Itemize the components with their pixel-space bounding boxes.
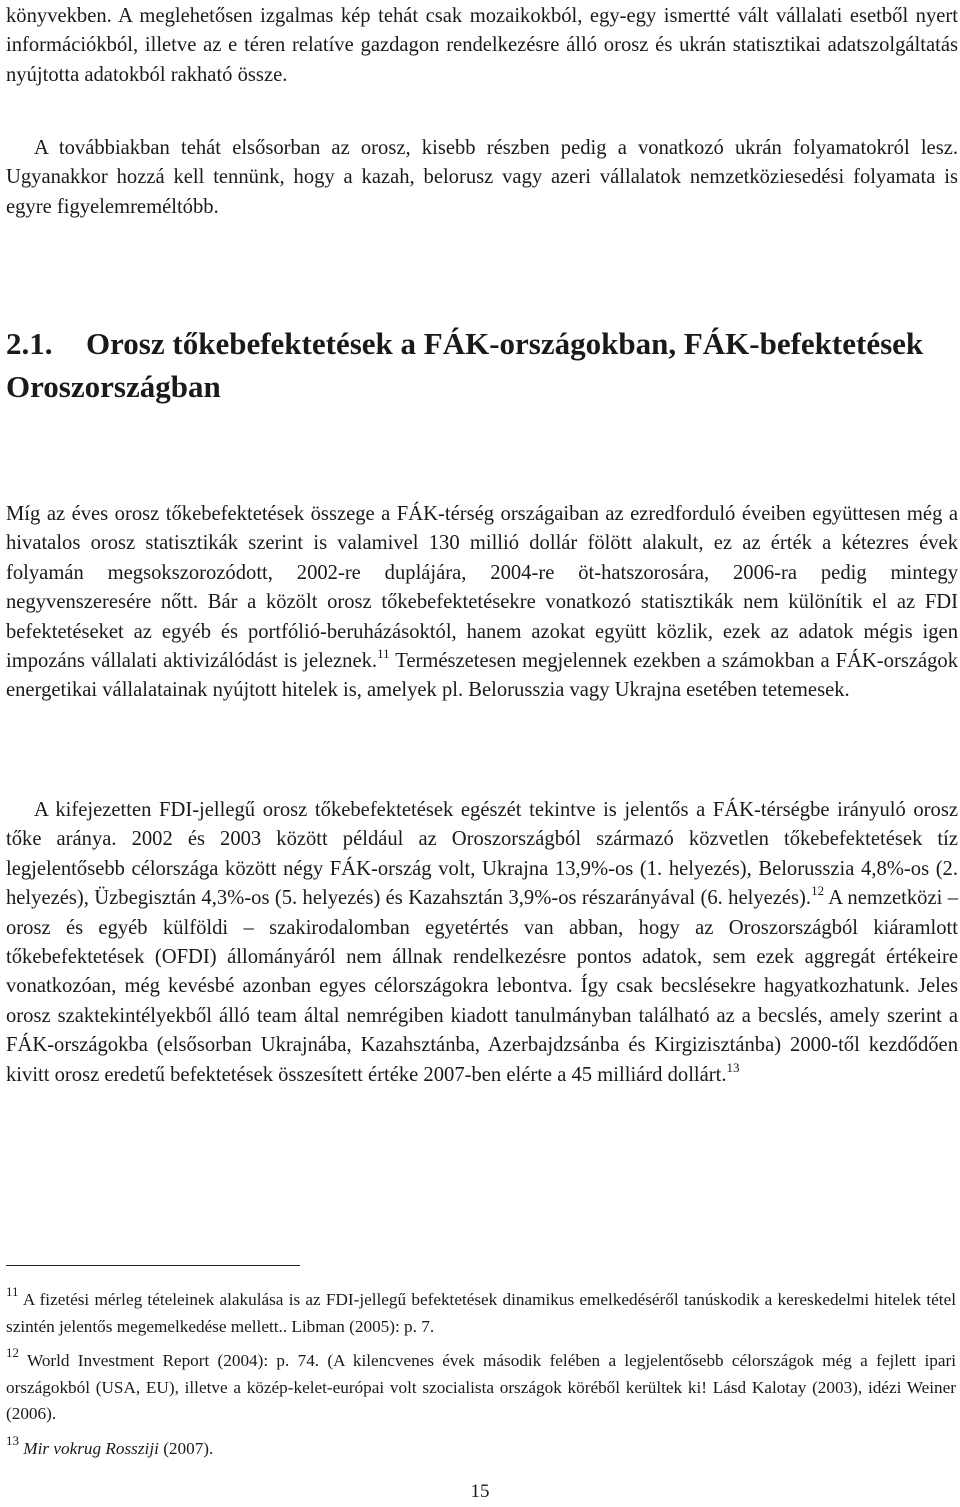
footnote-number: 13 (6, 1433, 19, 1448)
second-paragraph (6, 134, 958, 222)
section-heading (6, 322, 958, 408)
footnote-text: A fizetési mérleg tételeinek alakulása is az FDI-jellegű befektetések dinamikus emelkedéséről tanúskodik a kereskedelmi hitelek tétel szintén jelentős megemelkedése mellett.. Libman (2005): p. 7. (6, 1290, 956, 1336)
footnote-text: (2007). (158, 1439, 214, 1458)
footnote-ref-12[interactable]: 12 (811, 883, 825, 899)
footnote-number: 11 (6, 1284, 19, 1299)
footnote-number: 12 (6, 1345, 19, 1360)
footnote-source-title: Mir vokrug Rossziji (23, 1439, 159, 1458)
footnote-12 (6, 1345, 956, 1428)
page-number: 15 (470, 1481, 490, 1502)
second-paragraph-text: A továbbiakban tehát elsősorban az orosz, kisebb részben pedig a vonatkozó ukrán folyamatokról lesz. Ugyanakkor hozzá kell tennünk, hogy a kazah, belorusz vagy azeri vállalatok nemzetköziesedési folyamata is egyre figyelemreméltóbb. (6, 137, 958, 218)
body-paragraph-1-text-b: Természetesen megjelennek ezekben a számokban a FÁK-országok energetikai vállalatainak nyújtott hitelek is, amelyek pl. Belorusszia vagy Ukrajna esetében tetemesek. (6, 650, 959, 702)
body-paragraph-2-text-b: A nemzetközi – orosz és egyéb külföldi – szakirodalomban egyetértés van abban, hogy az Oroszországból kiáramlott tőkebefektetések (OFDI) állományáról nem állnak rendelkezésre pontos adatok, sem ezek aggregát értékeire vonatkozóan, még kevésbé azonban egyes célországokra lebontva. Így csak becslésekre hagyatkozhatunk. Jeles orosz szaktekintélyekből álló team által nemrégiben kiadott tanulmányban található az a becslés, amely szerint a FÁK-országokba (elsősorban Ukrajnába, Kazahsztánba, Azerbajdzsánba és Kirgizisztánba) 2000-től kezdődően kivitt orosz eredetű befektetések összesített értéke 2007-ben elérte a 45 milliárd dollárt. (6, 887, 958, 1086)
section-number: 2.1. (6, 326, 53, 361)
footnote-13 (6, 1433, 956, 1463)
footnote-ref-11[interactable]: 11 (377, 646, 390, 662)
intro-paragraph: könyvekben. A meglehetősen izgalmas kép tehát csak mozaikokból, egy-egy ismertté vált vállalati esetből nyert információkból, illetve az e téren relatíve gazdagon rendelkezésre álló orosz és ukrán statisztikai adatszolgáltatás nyújtotta adatokból rakható össze. (6, 5, 958, 86)
body-paragraph-1 (6, 500, 958, 706)
section-title: Orosz tőkebefektetések a FÁK-országokban, FÁK-befektetések Oroszországban (6, 326, 924, 404)
body-paragraph-2 (6, 796, 958, 1090)
footnote-11 (6, 1284, 956, 1340)
footnote-ref-13[interactable]: 13 (726, 1059, 740, 1075)
body-paragraph-1-text-a: Míg az éves orosz tőkebefektetések összege a FÁK-térség országaiban az ezredforduló éveiben együttesen még a hivatalos orosz statisztikák szerint is valamivel 130 millió dollár fölött alakult, ez az érték a kétezres évek folyamán megsokszorozódott, 2002-re duplájára, 2004-re öt-hatszorosára, 2006-ra pedig mintegy negyvenszeresére nőtt. Bár a közölt orosz tőkebefektetésekre vonatkozó statisztikák nem különítik el az FDI befektetéseket az egyéb és portfólió-beruházásoktól, hanem azokat együtt közlik, ezek az adatok mégis igen impozáns vállalati aktivizálódást is jeleznek. (6, 503, 958, 673)
body-paragraph-2-text-a: A kifejezetten FDI-jellegű orosz tőkebefektetések egészét tekintve is jelentős a FÁK-térségbe irányuló orosz tőke aránya. 2002 és 2003 között például az Oroszországból származó közvetlen tőkebefektetések tíz legjelentősebb célországa között négy FÁK-ország volt, Ukrajna 13,9%-os (1. helyezés), Belorusszia 4,8%-os (2. helyezés), Üzbegisztán 4,3%-os (5. helyezés) és Kazahsztán 3,9%-os részarányával (6. helyezés). (6, 799, 958, 910)
footnote-text: World Investment Report (2004): p. 74. (A kilencvenes évek második felében a legjelentősebb célországok még a fejlett ipari országokból (USA, EU), illetve a közép-kelet-európai volt szocialista országok köréből kerültek ki! Lásd Kalotay (2003), idézi Weiner (2006). (6, 1351, 956, 1424)
footnote-separator (6, 1265, 300, 1266)
